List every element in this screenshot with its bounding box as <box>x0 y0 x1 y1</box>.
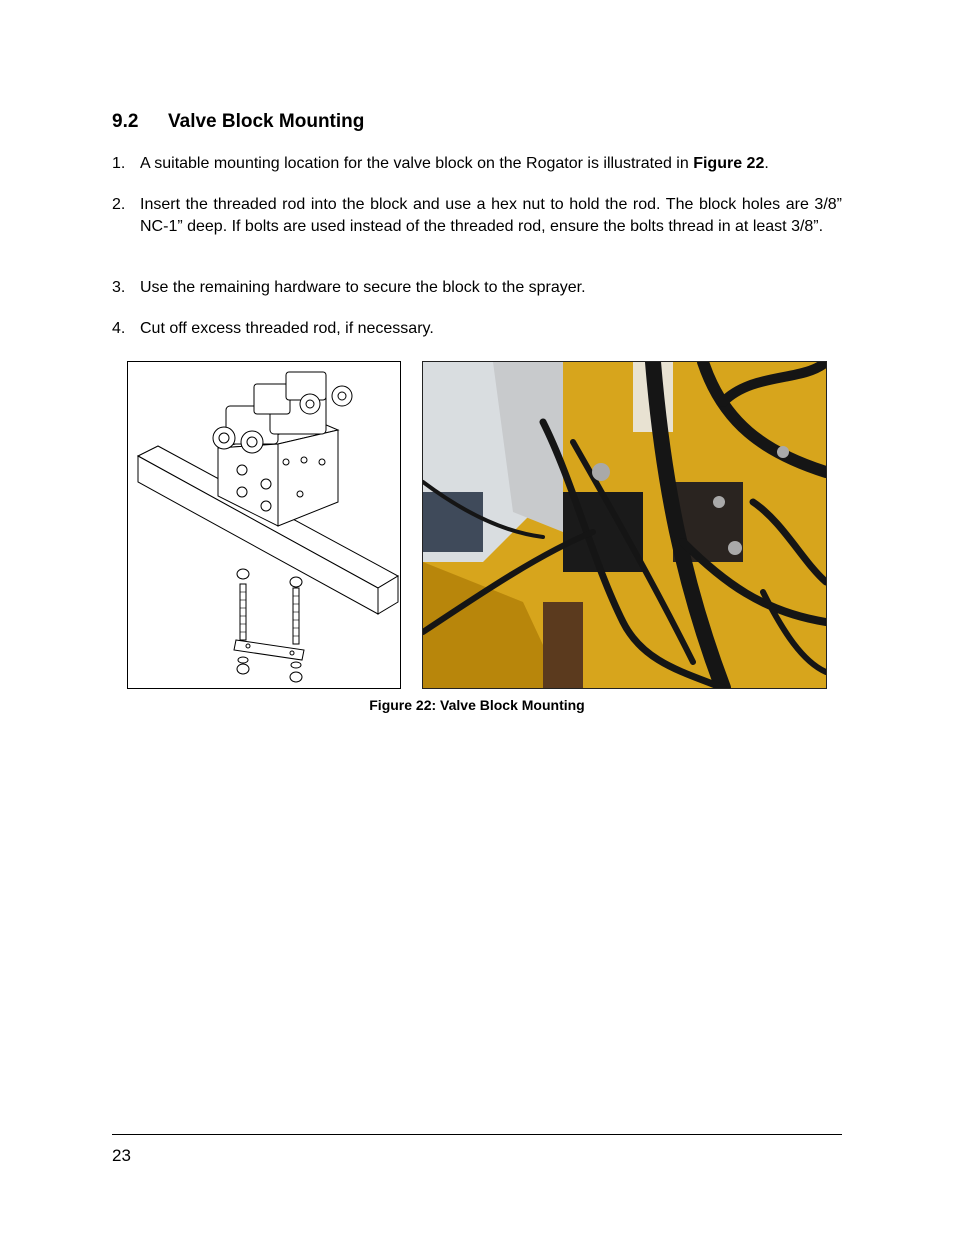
coil-nut-center <box>338 392 346 400</box>
hex-nut <box>237 569 249 579</box>
step-text: Use the remaining hardware to secure the block to the sprayer. <box>140 279 586 296</box>
washer <box>291 662 301 668</box>
port <box>301 457 307 463</box>
coil-nut-center <box>306 400 314 408</box>
page-number: 23 <box>112 1146 131 1165</box>
port <box>237 465 247 475</box>
section-number: 9.2 <box>112 111 139 132</box>
threaded-rod <box>240 584 246 640</box>
step-4 <box>112 318 842 340</box>
step-1 <box>112 153 842 175</box>
port <box>283 459 289 465</box>
section-title: Valve Block Mounting <box>168 111 365 132</box>
coil-nut-center <box>247 437 257 447</box>
step-number: 1. <box>112 155 126 172</box>
port <box>319 459 325 465</box>
port <box>237 487 247 497</box>
step-text: Insert the threaded rod into the block and use a hex nut to hold the rod. The block holes are 3/8” NC-1” deep. If bolts are used instead of the threaded rod, ensure the bolts thread in at least 3/8”. <box>140 196 842 235</box>
hex-nut <box>290 672 302 682</box>
hex-nut <box>237 664 249 674</box>
port <box>261 479 271 489</box>
port <box>261 501 271 511</box>
block-side <box>278 430 338 526</box>
installed-valve-photo <box>423 362 826 688</box>
threaded-rod <box>293 588 299 644</box>
solenoid-connector <box>254 384 290 414</box>
step-2 <box>112 194 842 237</box>
washer <box>238 657 248 663</box>
step-text-part: A suitable mounting location for the valve block on the Rogator is illustrated in <box>140 155 694 172</box>
figure-reference: Figure 22 <box>693 155 765 172</box>
section-heading <box>112 111 364 133</box>
rod-threads <box>240 592 299 636</box>
step-text-part: . <box>764 155 769 172</box>
step-number: 4. <box>112 320 126 337</box>
step-text: Cut off excess threaded rod, if necessary. <box>140 320 434 337</box>
plate-hole <box>290 651 294 655</box>
hex-nut <box>290 577 302 587</box>
step-text <box>140 153 842 175</box>
port <box>297 491 303 497</box>
coil-nut-center <box>219 433 229 443</box>
valve-block-photo <box>422 361 827 689</box>
step-3 <box>112 277 842 299</box>
step-number: 3. <box>112 279 126 296</box>
footer-divider <box>112 1134 842 1135</box>
valve-block-illustration <box>128 362 400 688</box>
step-number: 2. <box>112 196 126 213</box>
plate-hole <box>246 644 250 648</box>
rusty-post <box>543 602 583 688</box>
valve-block-drawing <box>127 361 401 689</box>
figure-caption: Figure 22: Valve Block Mounting <box>369 697 585 713</box>
